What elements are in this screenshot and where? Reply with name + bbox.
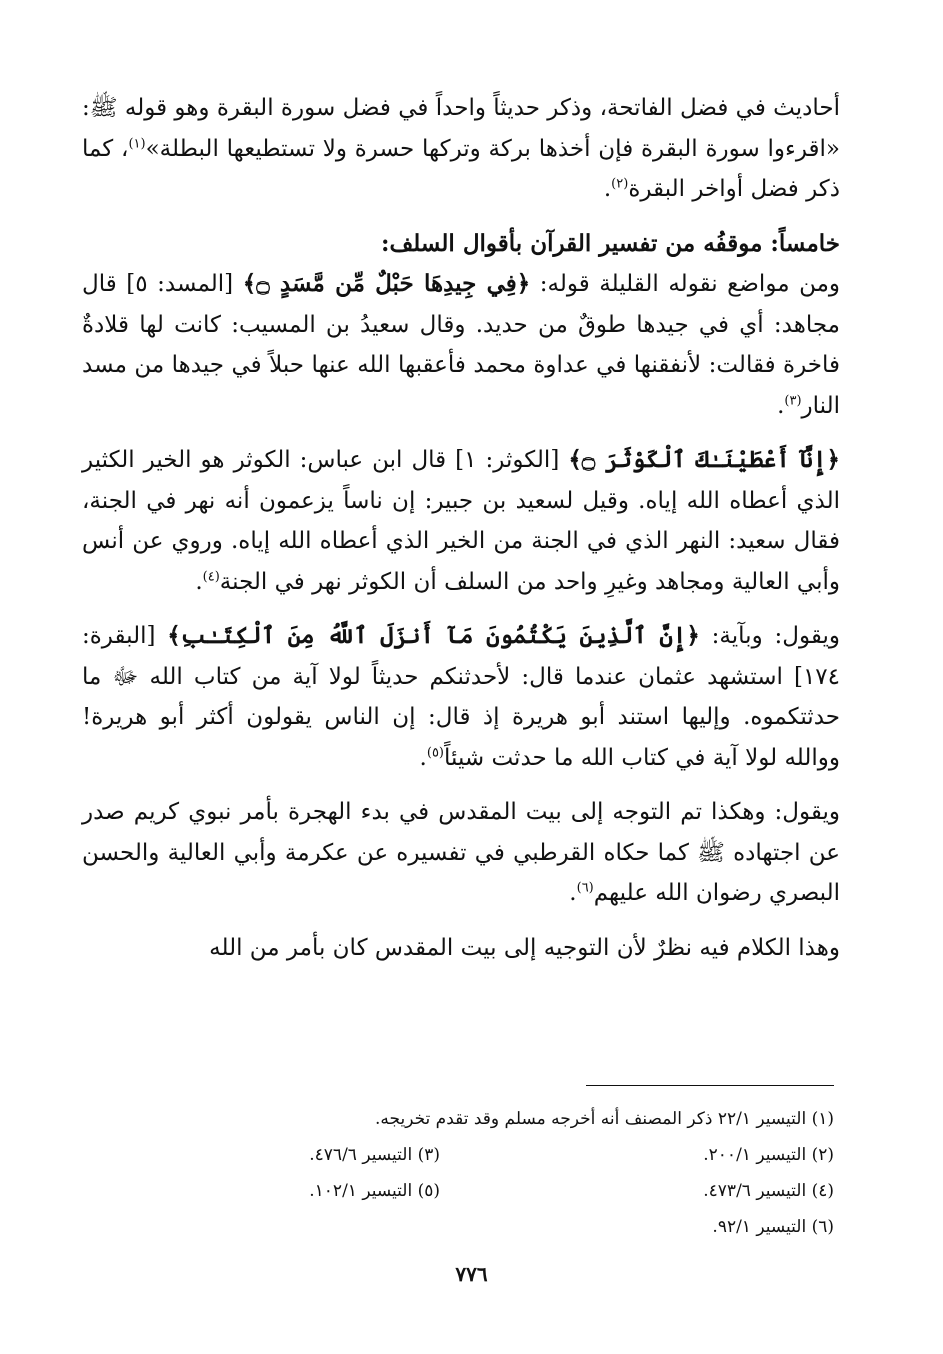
text-run: ومن مواضع نقوله القليلة قوله: [530,271,840,297]
footnote-row [200,1209,834,1245]
paragraph [82,88,840,210]
text-run: وهذا الكلام فيه نظرٌ لأن التوجيه إلى بيت المقدس كان بأمر من الله [209,934,840,961]
paragraph [82,616,840,778]
paragraph [82,264,840,426]
text-run: ويقول: وبآية: [699,623,841,649]
footnote-row [200,1137,834,1173]
text-run: . [419,744,427,771]
page-body [82,88,840,968]
paragraph [82,928,840,969]
paragraph [82,792,840,914]
quran-verse: ﴿فِي جِيدِهَا حَبْلٌ مِّن مَّسَدٍ ۝﴾ [242,270,531,297]
text-run: [البقرة: ١٧٤] استشهد عثمان عندما قال: لأحدثنكم حديثاً لولا آية من كتاب الله ﷻ ما حدثتكموه. وإليها استند أبو هريرة إذ قال: إن الناس يقولون أكثر أبو هريرة! ووالله لولا آية في كتاب الله ما حدثت شيئاً [82,623,840,771]
text-run: . [603,176,612,202]
quran-verse: ﴿إِنَّآ أَعْطَيْنَـٰكَ ٱلْكَوْثَرَ ۝﴾ [568,446,841,473]
footnote: (٣) التيسير ٤٧٦/٦. [309,1145,440,1165]
footnote-ref: (٦) [576,880,594,896]
footnote: (٥) التيسير ١٠٢/١. [309,1181,440,1201]
footnote: (١) التيسير ٢٢/١ ذكر المصنف أنه أخرجه مسلم وقد تقدم تخريجه. [374,1109,834,1129]
footnote: (٤) التيسير ٤٧٣/٦. [703,1181,834,1201]
footnote-ref: (٢) [611,176,629,192]
page-number: ٧٧٦ [455,1262,488,1286]
quran-verse: ﴿إِنَّ ٱلَّذِينَ يَكْتُمُونَ مَآ أَنزَلَ ٱللَّهُ مِنَ ٱلْكِتَـٰبِ﴾ [167,622,700,649]
text-run: أحاديث في فضل الفاتحة، وذكر حديثاً واحداً في فضل سورة البقرة وهو قوله ﷺ: «اقرءوا سورة البقرة فإن أخذها بركة وتركها حسرة ولا تستطيعها البطلة» [82,95,840,162]
footnote-divider [586,1085,834,1086]
footnote-ref: (٤) [202,568,220,584]
footnote: (٦) التيسير ٩٢/١. [712,1217,834,1237]
text-run: [الكوثر: ١] قال ابن عباس: الكوثر هو الخير الكثير الذي أعطاه الله إياه. وقيل لسعيد بن جبير: إن ناساً يزعمون أنه نهر في الجنة، فقال سعيد: النهر الذي في الجنة من الخير الذي أعطاه الله إياه. وروي عن أنس وأبي العالية ومجاهد وغيرِ واحد من السلف أن الكوثر نهر في الجنة [82,447,840,595]
footnote-row [200,1101,834,1137]
text-run: . [195,568,203,595]
footnote-row [200,1173,834,1209]
section-heading: خامساً: موقفُه من تفسير القرآن بأقوال السلف: [380,229,840,257]
footnote-ref: (١) [128,135,146,151]
footnote-list [200,1101,834,1245]
footnote-ref: (٣) [784,392,802,408]
text-run: [المسد: ٥] قال مجاهد: أي في جيدها طوقٌ من حديد. وقال سعيدُ بن المسيب: كانت لها قلادةٌ فاخرة فقالت: لأنفقنها في عداوة محمد فأعقبها الله عنها حبلاً في جيدها من مسد النار [82,271,840,419]
text-run: ، كما ذكر فضل أواخر البقرة [82,135,840,202]
paragraph [82,440,840,602]
footnote-ref: (٥) [426,744,444,760]
footnote: (٢) التيسير ٢٠٠/١. [703,1145,834,1165]
text-run: . [777,392,785,419]
text-run: . [569,880,577,906]
text-run: ويقول: وهكذا تم التوجه إلى بيت المقدس في بدء الهجرة بأمر نبوي كريم صدر عن اجتهاده ﷺ كما حكاه القرطبي في تفسيره عن عكرمة وأبي العالية والحسن البصري رضوان الله عليهم [82,799,840,906]
